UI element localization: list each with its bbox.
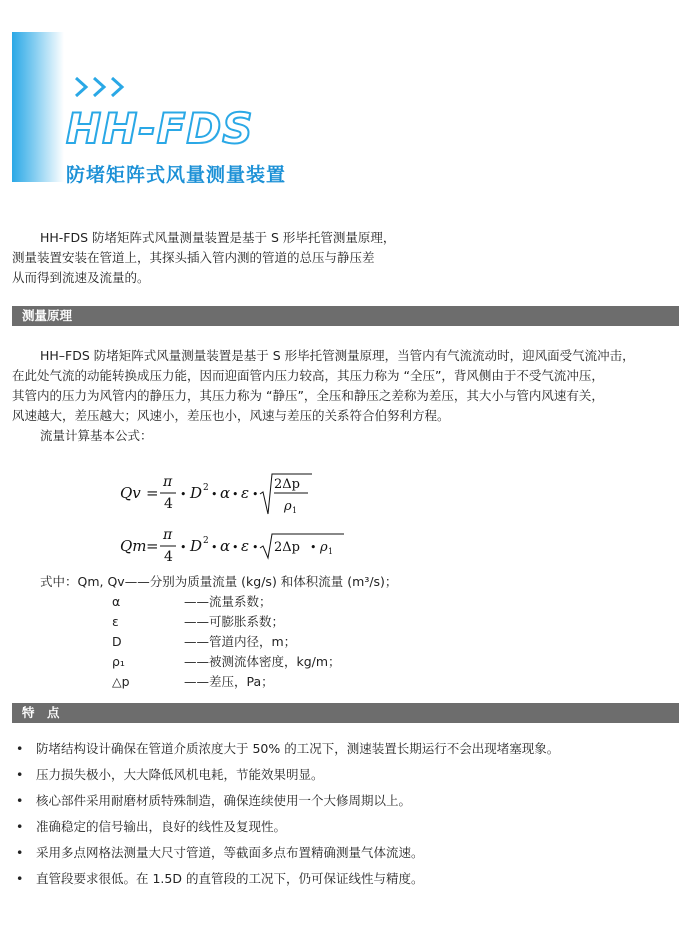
list-item (12, 736, 680, 762)
formula-rho: ρ (284, 499, 292, 514)
flow-formulas (112, 470, 352, 570)
legend-desc: ——可膨胀系数； (184, 614, 285, 629)
formula-epsilon: ε (241, 484, 250, 502)
list-item (12, 762, 680, 788)
legend-symbol: D (112, 634, 122, 649)
legend-item (40, 612, 397, 632)
principle-text (12, 346, 680, 446)
bullet-icon: • (16, 845, 24, 860)
formula-bullet: • (211, 541, 218, 554)
formula-eq: = (146, 484, 159, 502)
feature-list (12, 736, 680, 892)
formula-bullet: • (180, 488, 187, 501)
section-title: 测量原理 (22, 308, 73, 323)
formula-d: D (190, 537, 203, 555)
bullet-icon: • (16, 793, 24, 808)
formula-caption: 流量计算基本公式： (40, 428, 153, 443)
formula-bullet: • (232, 488, 239, 501)
list-item (12, 788, 680, 814)
formula-alpha: α (220, 484, 231, 502)
section-header-principle (12, 306, 679, 326)
formula-bullet: • (232, 541, 239, 554)
page-title: 防堵矩阵式风量测量装置 (66, 164, 287, 186)
formula-four: 4 (164, 549, 173, 565)
intro-line: HH-FDS 防堵矩阵式风量测量装置是基于 S 形毕托管测量原理， (40, 230, 396, 245)
legend-symbol: △p (112, 674, 130, 689)
formula-alpha: α (220, 537, 231, 555)
formula-sub: 1 (328, 547, 334, 556)
feature-text: 准确稳定的信号输出，良好的线性及复现性。 (36, 819, 287, 834)
formula-qv-lhs: Qv (120, 484, 141, 502)
formula-qm-lhs: Qm (120, 537, 147, 555)
legend-symbol: α (112, 594, 121, 609)
legend-desc: ——流量系数； (184, 594, 272, 609)
formula-bullet: • (252, 541, 259, 554)
chevron-right-icon (72, 74, 132, 100)
legend-desc: ——被测流体密度，kg/m； (184, 654, 341, 669)
accent-bar (12, 32, 64, 182)
bullet-icon: • (16, 767, 24, 782)
intro-line: 测量装置安装在管道上，其探头插入管内测的管道的总压与静压差 (12, 250, 375, 265)
legend-symbol: ε (112, 614, 119, 629)
formula-bullet: • (211, 488, 218, 501)
section-title: 特 点 (22, 705, 60, 720)
bullet-icon: • (16, 741, 24, 756)
formula-sub: 1 (292, 506, 298, 515)
legend-item (40, 592, 397, 612)
list-item (12, 814, 680, 840)
legend-desc: ——管道内径，m； (184, 634, 297, 649)
bullet-icon: • (16, 819, 24, 834)
formula-bullet: • (252, 488, 259, 501)
principle-line: 其管内的压力为风管内的静压力，其压力称为 “静压”，全压和静压之差称为差压，其大小与管内风速有关， (12, 388, 604, 403)
formula-d: D (190, 484, 203, 502)
feature-text: 直管段要求很低。在 1.5D 的直管段的工况下，仍可保证线性与精度。 (36, 871, 424, 886)
formula-exp: 2 (203, 483, 209, 493)
list-item (12, 840, 680, 866)
formula-exp: 2 (203, 536, 209, 546)
formula-epsilon: ε (241, 537, 250, 555)
legend-desc: ——差压，Pa； (184, 674, 274, 689)
legend-item (40, 632, 397, 652)
feature-text: 采用多点网格法测量大尺寸管道，等截面多点布置精确测量气体流速。 (36, 845, 424, 860)
formula-pi: π (163, 527, 173, 543)
legend-lead: 式中：Qm, Qv——分别为质量流量 (kg/s) 和体积流量 (m³/s)； (40, 574, 398, 589)
principle-line: 风速越大，差压越大；风速小，差压也小，风速与差压的关系符合伯努利方程。 (12, 408, 450, 423)
principle-line: HH–FDS 防堵矩阵式风量测量装置是基于 S 形毕托管测量原理，当管内有气流流动时，迎风面受气流冲击， (40, 348, 635, 363)
feature-text: 防堵结构设计确保在管道介质浓度大于 50% 的工况下，测速装置长期运行不会出现堵塞现象。 (36, 741, 560, 756)
legend-item (40, 672, 397, 692)
legend-item (40, 652, 397, 672)
formula-rho: ρ (320, 540, 328, 555)
feature-text: 压力损失极小，大大降低风机电耗，节能效果明显。 (36, 767, 324, 782)
formula-four: 4 (164, 496, 173, 512)
formula-bullet: • (310, 541, 317, 554)
bullet-icon: • (16, 871, 24, 886)
product-name: HH-FDS (66, 104, 254, 153)
formula-dp: 2Δp (274, 540, 300, 555)
legend-symbol: ρ₁ (112, 654, 125, 669)
intro-line: 从而得到流速及流量的。 (12, 270, 150, 285)
formula-bullet: • (180, 541, 187, 554)
section-header-features (12, 703, 679, 723)
list-item (12, 866, 680, 892)
intro-text (12, 228, 432, 288)
principle-line: 在此处气流的动能转换成压力能，因而迎面管内压力较高，其压力称为 “全压”，背风侧由于不受气流冲压， (12, 368, 604, 383)
formula-dp: 2Δp (274, 477, 300, 492)
formula-eq: = (146, 537, 159, 555)
formula-legend (40, 572, 397, 692)
formula-pi: π (163, 474, 173, 490)
feature-text: 核心部件采用耐磨材质特殊制造，确保连续使用一个大修周期以上。 (36, 793, 412, 808)
